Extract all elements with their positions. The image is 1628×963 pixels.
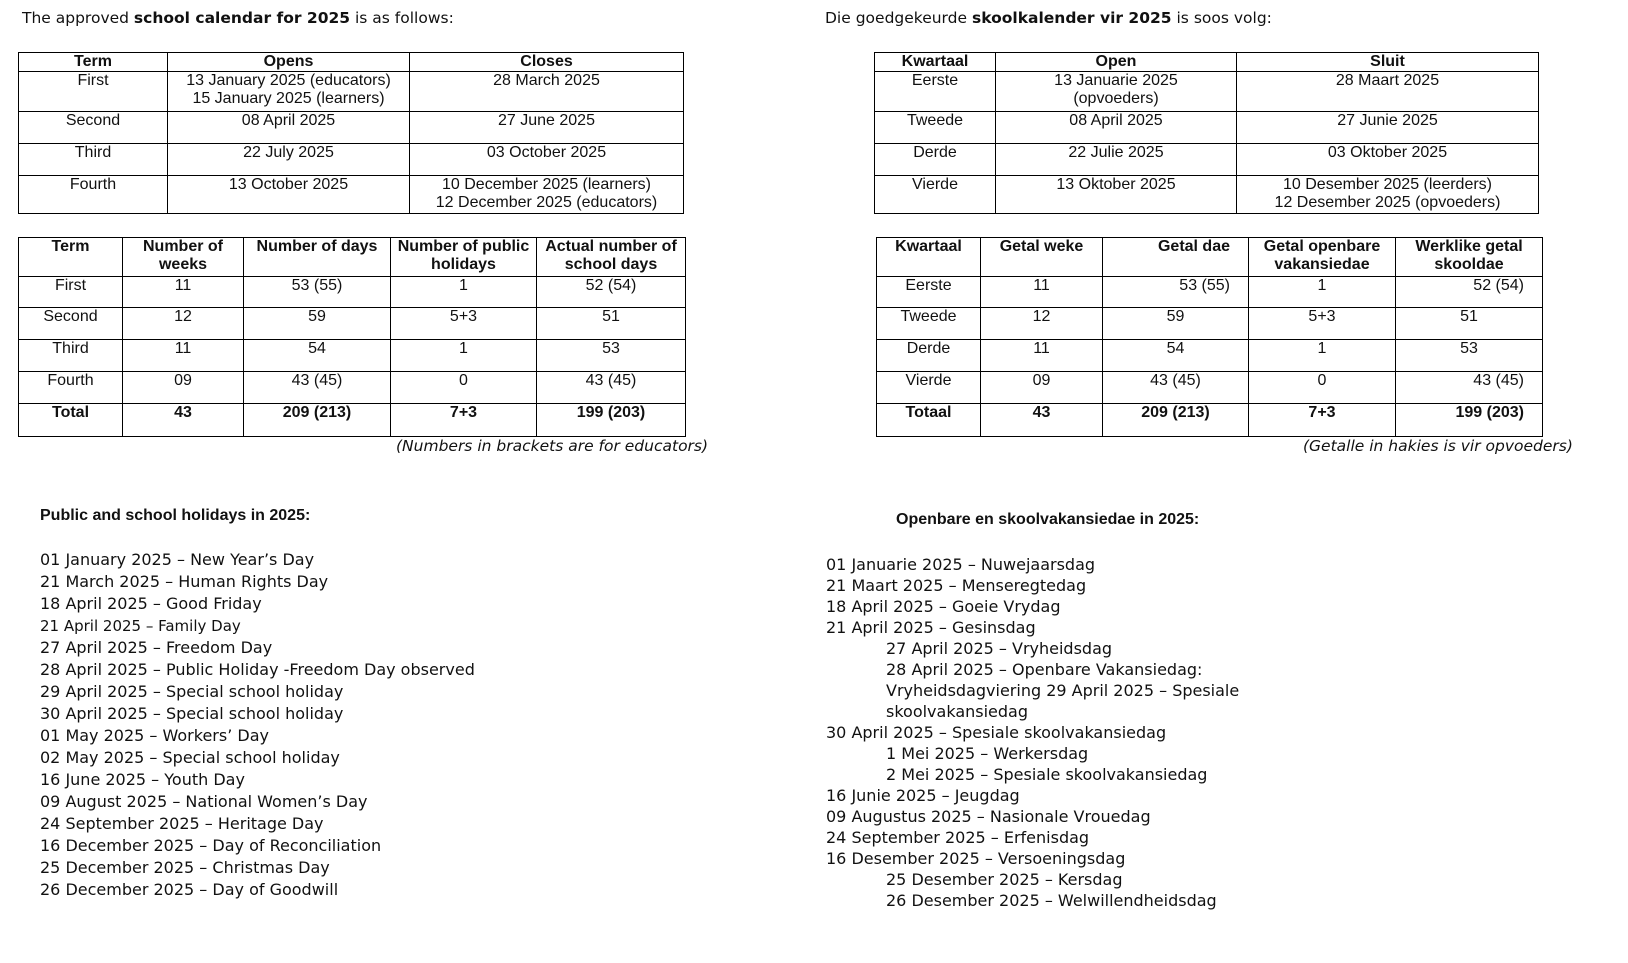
col-header: Kwartaal (877, 238, 981, 277)
total-row (877, 404, 1543, 437)
cell: 12 (123, 308, 244, 340)
opens-cell: 08 April 2025 (168, 112, 410, 144)
cell: 53 (1396, 340, 1543, 372)
list-item: 16 June 2025 – Youth Day (40, 770, 245, 789)
cell: 54 (1103, 340, 1249, 372)
cell: 53 (55) (244, 277, 391, 308)
cell: 7+3 (391, 404, 537, 437)
cell: 53 (55) (1103, 277, 1249, 308)
table-row (19, 308, 686, 340)
term-cell: First (19, 72, 168, 112)
col-header: Kwartaal (875, 53, 996, 72)
cell: 43 (45) (244, 372, 391, 404)
list-item: 25 December 2025 – Christmas Day (40, 858, 330, 877)
terms-table-af (874, 52, 1539, 214)
cell: Fourth (19, 372, 123, 404)
list-item: 01 January 2025 – New Year’s Day (40, 550, 315, 569)
term-cell: Tweede (875, 112, 996, 144)
total-row (19, 404, 686, 437)
cell: 0 (1249, 372, 1396, 404)
opens-line: (opvoeders) (1073, 90, 1159, 107)
cell: 0 (391, 372, 537, 404)
closes-cell (410, 176, 684, 214)
cell: 11 (981, 277, 1103, 308)
table-header-row (19, 53, 684, 72)
list-item: 18 April 2025 – Good Friday (40, 594, 262, 613)
closes-line: 10 Desember 2025 (leerders) (1283, 176, 1492, 193)
days-table-af (876, 237, 1543, 437)
list-item: 09 August 2025 – National Women’s Day (40, 792, 368, 811)
holidays-heading-af: Openbare en skoolvakansiedae in 2025: (896, 511, 1200, 528)
col-header: Term (19, 238, 123, 277)
cell: 51 (537, 308, 686, 340)
col-header: Getal dae (1103, 238, 1249, 277)
cell: 43 (123, 404, 244, 437)
table-row (19, 340, 686, 372)
list-item: 01 May 2025 – Workers’ Day (40, 726, 269, 745)
closes-cell: 03 Oktober 2025 (1237, 144, 1539, 176)
col-header: Number of weeks (123, 238, 244, 277)
table-row (877, 372, 1543, 404)
cell: 209 (213) (244, 404, 391, 437)
table-row (19, 176, 684, 214)
cell: 1 (391, 277, 537, 308)
holidays-heading-en: Public and school holidays in 2025: (40, 507, 311, 524)
table-header-row (875, 53, 1539, 72)
intro-text-en (22, 9, 454, 27)
col-header: Term (19, 53, 168, 72)
list-item: 16 December 2025 – Day of Reconciliation (40, 836, 382, 855)
table-row (875, 176, 1539, 214)
list-item: 30 April 2025 – Special school holiday (40, 704, 344, 723)
list-item: 25 Desember 2025 – Kersdag (886, 870, 1123, 889)
term-cell: Derde (875, 144, 996, 176)
cell: 59 (1103, 308, 1249, 340)
list-item: skoolvakansiedag (886, 702, 1028, 721)
list-item: 28 April 2025 – Openbare Vakansiedag: (886, 660, 1203, 679)
cell: Derde (877, 340, 981, 372)
term-cell: Eerste (875, 72, 996, 112)
cell: 11 (123, 277, 244, 308)
list-item: 26 December 2025 – Day of Goodwill (40, 880, 339, 899)
cell: 1 (1249, 277, 1396, 308)
intro-bold: skoolkalender vir 2025 (971, 9, 1172, 27)
intro-pre: Die goedgekeurde (825, 9, 972, 27)
cell: Vierde (877, 372, 981, 404)
cell: Second (19, 308, 123, 340)
cell: 59 (244, 308, 391, 340)
table-row (19, 112, 684, 144)
opens-line: 15 January 2025 (learners) (192, 90, 385, 107)
term-cell: Vierde (875, 176, 996, 214)
cell: 1 (391, 340, 537, 372)
cell: Totaal (877, 404, 981, 437)
days-table-en (18, 237, 686, 437)
list-item: 21 April 2025 – Gesinsdag (826, 618, 1036, 637)
col-header: Getal weke (981, 238, 1103, 277)
opens-cell: 22 Julie 2025 (996, 144, 1237, 176)
list-item: 27 April 2025 – Freedom Day (40, 638, 273, 657)
intro-bold: school calendar for 2025 (133, 9, 351, 27)
cell: 51 (1396, 308, 1543, 340)
col-header: Actual number of school days (537, 238, 686, 277)
list-item: 21 March 2025 – Human Rights Day (40, 572, 329, 591)
cell: 54 (244, 340, 391, 372)
opens-cell: 08 April 2025 (996, 112, 1237, 144)
list-item: 2 Mei 2025 – Spesiale skoolvakansiedag (886, 765, 1208, 784)
table-row (877, 277, 1543, 308)
closes-cell: 03 October 2025 (410, 144, 684, 176)
list-item: 01 Januarie 2025 – Nuwejaarsdag (826, 555, 1096, 574)
list-item: 16 Junie 2025 – Jeugdag (826, 786, 1020, 805)
closes-line: 28 March 2025 (493, 72, 600, 89)
list-item: 18 April 2025 – Goeie Vrydag (826, 597, 1061, 616)
holidays-list-af (826, 554, 1239, 911)
cell: 199 (203) (537, 404, 686, 437)
educators-note-en: (Numbers in brackets are for educators) (396, 437, 709, 455)
closes-cell (1237, 176, 1539, 214)
col-header: Number of days (244, 238, 391, 277)
col-header: Open (996, 53, 1237, 72)
cell: 09 (123, 372, 244, 404)
cell: 43 (45) (1396, 372, 1543, 404)
cell: Tweede (877, 308, 981, 340)
table-row (877, 340, 1543, 372)
intro-pre: The approved (22, 9, 134, 27)
cell: 199 (203) (1396, 404, 1543, 437)
table-row (875, 112, 1539, 144)
opens-line: 13 Januarie 2025 (1054, 72, 1178, 89)
col-header: Opens (168, 53, 410, 72)
col-header: Closes (410, 53, 684, 72)
closes-line: 10 December 2025 (learners) (442, 176, 651, 193)
cell: 5+3 (1249, 308, 1396, 340)
cell: 52 (54) (537, 277, 686, 308)
holidays-list-en (40, 549, 475, 901)
list-item: 1 Mei 2025 – Werkersdag (886, 744, 1089, 763)
table-row (877, 308, 1543, 340)
opens-cell (168, 72, 410, 112)
closes-cell: 28 Maart 2025 (1237, 72, 1539, 112)
col-header: Getal openbare vakansiedae (1249, 238, 1396, 277)
table-header-row (877, 238, 1543, 277)
list-item: 29 April 2025 – Special school holiday (40, 682, 344, 701)
intro-text-af (825, 9, 1272, 27)
list-item: Vryheidsdagviering 29 April 2025 – Spesiale (886, 681, 1240, 700)
list-item: 28 April 2025 – Public Holiday -Freedom Day observed (40, 660, 475, 679)
list-item: 26 Desember 2025 – Welwillendheidsdag (886, 891, 1217, 910)
opens-line: 13 January 2025 (educators) (186, 72, 391, 89)
cell: 43 (45) (1103, 372, 1249, 404)
list-item: 16 Desember 2025 – Versoeningsdag (826, 849, 1126, 868)
opens-cell: 13 October 2025 (168, 176, 410, 214)
cell: 53 (537, 340, 686, 372)
cell: Third (19, 340, 123, 372)
opens-cell: 22 July 2025 (168, 144, 410, 176)
list-item: 24 September 2025 – Erfenisdag (826, 828, 1090, 847)
cell: 12 (981, 308, 1103, 340)
table-row (875, 72, 1539, 112)
list-item: 27 April 2025 – Vryheidsdag (886, 639, 1113, 658)
table-row (19, 144, 684, 176)
cell: 11 (981, 340, 1103, 372)
list-item: 21 Maart 2025 – Menseregtedag (826, 576, 1087, 595)
table-row (19, 372, 686, 404)
cell: Total (19, 404, 123, 437)
terms-table-en (18, 52, 684, 214)
term-cell: Fourth (19, 176, 168, 214)
table-header-row (19, 238, 686, 277)
table-row (875, 144, 1539, 176)
intro-post: is as follows: (350, 9, 454, 27)
closes-line: 12 December 2025 (educators) (435, 194, 658, 211)
closes-cell: 27 Junie 2025 (1237, 112, 1539, 144)
cell: 43 (981, 404, 1103, 437)
closes-cell (410, 72, 684, 112)
col-header: Werklike getal skooldae (1396, 238, 1543, 277)
cell: 09 (981, 372, 1103, 404)
cell: 11 (123, 340, 244, 372)
list-item: 02 May 2025 – Special school holiday (40, 748, 340, 767)
col-header: Sluit (1237, 53, 1539, 72)
cell: 7+3 (1249, 404, 1396, 437)
list-item: 24 September 2025 – Heritage Day (40, 814, 324, 833)
opens-cell: 13 Oktober 2025 (996, 176, 1237, 214)
table-row (19, 72, 684, 112)
cell: 209 (213) (1103, 404, 1249, 437)
cell: 1 (1249, 340, 1396, 372)
cell: Eerste (877, 277, 981, 308)
cell: First (19, 277, 123, 308)
term-cell: Second (19, 112, 168, 144)
col-header: Number of public holidays (391, 238, 537, 277)
intro-post: is soos volg: (1171, 9, 1272, 27)
closes-line: 12 Desember 2025 (opvoeders) (1274, 194, 1501, 211)
list-item: 21 April 2025 – Family Day (40, 617, 241, 635)
closes-cell: 27 June 2025 (410, 112, 684, 144)
cell: 52 (54) (1396, 277, 1543, 308)
term-cell: Third (19, 144, 168, 176)
cell: 43 (45) (537, 372, 686, 404)
opens-cell (996, 72, 1237, 112)
list-item: 30 April 2025 – Spesiale skoolvakansiedag (826, 723, 1167, 742)
cell: 5+3 (391, 308, 537, 340)
table-row (19, 277, 686, 308)
educators-note-af: (Getalle in hakies is vir opvoeders) (1303, 437, 1573, 455)
list-item: 09 Augustus 2025 – Nasionale Vrouedag (826, 807, 1151, 826)
